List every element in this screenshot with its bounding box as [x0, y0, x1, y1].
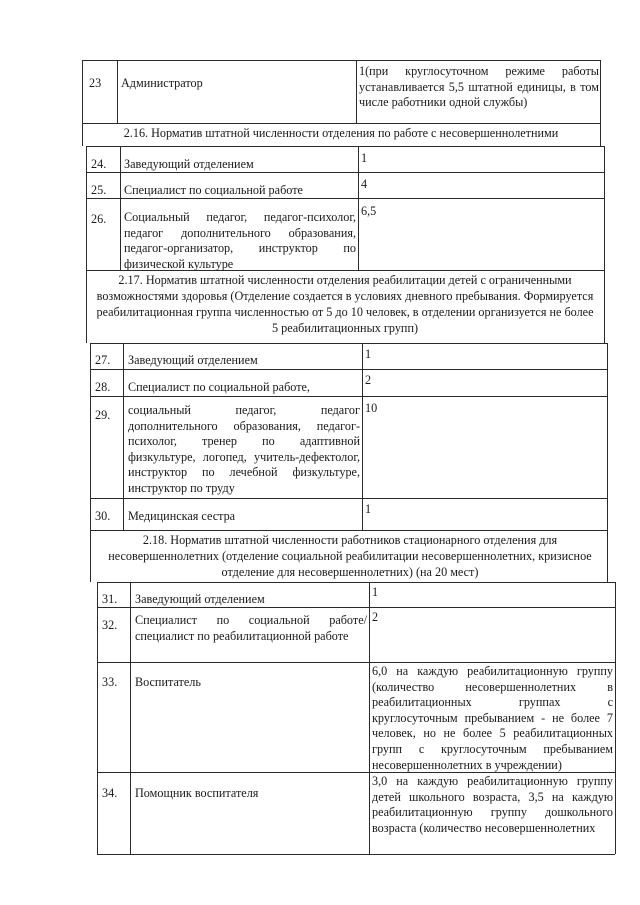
table-rule: [90, 343, 91, 530]
table-rule: [86, 172, 604, 173]
staff-norm: 4: [361, 177, 368, 191]
table-rule: [86, 270, 604, 271]
table-rule: [369, 582, 370, 854]
staff-norm: 6,5: [361, 204, 377, 218]
row-number: 25.: [91, 183, 107, 197]
staff-norm: 3,0 на каждую реабилитационную группу детей школьного возраста, 3,5 на каждую реабилитационную группу дошкольного возраста (количество несовершеннолетних: [372, 774, 613, 835]
staff-norm: 10: [365, 401, 378, 415]
table-rule: [86, 270, 87, 343]
row-number: 23: [89, 76, 102, 90]
section-title: 2.18. Норматив штатной численности работников стационарного отделения для несовершеннолетних (отделение социальной реабилитации несовершеннолетних, кризисное отделение для несовершеннолетних) (на 20 мест): [108, 533, 592, 579]
staff-norm: 1: [365, 502, 372, 516]
table-rule: [82, 123, 83, 146]
position-name: Специалист по социальной работе: [124, 183, 303, 197]
table-rule: [82, 60, 83, 123]
table-rule: [615, 582, 616, 854]
table-rule: [90, 343, 607, 344]
table-rule: [90, 530, 607, 531]
position-name: Специалист по социальной работе,: [128, 380, 310, 394]
position-name: Специалист по социальной работе/специалист по реабилитационной работе: [135, 613, 367, 643]
row-number: 28.: [95, 380, 111, 394]
table-rule: [90, 498, 607, 499]
row-number: 31.: [102, 592, 118, 606]
row-number: 27.: [95, 353, 111, 367]
row-number: 34.: [102, 786, 118, 800]
table-rule: [120, 146, 121, 270]
staff-norm: 1: [365, 347, 372, 361]
row-number: 32.: [102, 618, 118, 632]
position-name: Социальный педагог, педагог-психолог, педагог дополнительного образования, педагог-организатор, инструктор по физической культуре: [124, 210, 356, 271]
position-name: Заведующий отделением: [135, 592, 265, 606]
table-rule: [82, 60, 600, 61]
table-rule: [90, 530, 91, 582]
table-rule: [356, 60, 357, 123]
row-number: 30.: [95, 509, 111, 523]
position-name: Заведующий отделением: [128, 353, 258, 367]
table-rule: [130, 582, 131, 854]
staff-norm: 2: [372, 610, 379, 624]
position-name: Медицинская сестра: [128, 509, 236, 523]
table-rule: [97, 772, 615, 773]
table-rule: [90, 369, 607, 370]
table-rule: [90, 396, 607, 397]
table-rule: [97, 582, 98, 854]
table-rule: [607, 343, 608, 530]
position-name: Воспитатель: [135, 675, 201, 689]
staff-norm: 6,0 на каждую реабилитационную группу (количество несовершеннолетних в реабилитационных группах с круглосуточным пребыванием - не более 7 человек, но не более 5 реабилитационных групп с круглосуточным пребыванием несовершеннолетних в учреждении): [372, 664, 613, 772]
row-number: 33.: [102, 675, 118, 689]
table-rule: [97, 607, 615, 608]
table-rule: [600, 123, 601, 146]
table-rule: [607, 530, 608, 582]
position-name: Администратор: [121, 76, 203, 90]
table-rule: [604, 270, 605, 343]
table-rule: [86, 198, 604, 199]
table-rule: [604, 146, 605, 270]
row-number: 24.: [91, 157, 107, 171]
staff-norm: 1: [372, 585, 379, 599]
section-title: 2.17. Норматив штатной численности отделения реабилитации детей с ограниченными возможностями здоровья (Отделение создается в условиях дневного пребывания. Формируется реабилитационная группа численностью от 5 до 10 человек, в отделении организуется не более 5 реабилитационных групп): [96, 273, 594, 335]
table-rule: [117, 60, 118, 123]
table-rule: [600, 60, 601, 123]
table-rule: [97, 582, 615, 583]
position-name: Помощник воспитателя: [135, 786, 259, 800]
table-rule: [123, 343, 124, 530]
table-rule: [82, 123, 600, 124]
row-number: 26.: [91, 212, 107, 226]
position-name: Заведующий отделением: [124, 157, 254, 171]
table-rule: [86, 146, 604, 147]
table-rule: [86, 146, 87, 270]
table-rule: [362, 343, 363, 530]
table-rule: [97, 662, 615, 663]
position-name: социальный педагог, педагог дополнительного образования, педагог-психолог, тренер по адаптивной физкультуре, логопед, учитель-дефектолог, инструктор по лечебной физкультуре, инструктор по труду: [128, 403, 360, 495]
row-number: 29.: [95, 408, 111, 422]
staff-norm: 1(при круглосуточном режиме работы устанавливается 5,5 штатной единицы, в том числе работники одной службы): [359, 64, 599, 110]
staff-norm: 1: [361, 151, 368, 165]
table-rule: [358, 146, 359, 270]
staff-norm: 2: [365, 373, 372, 387]
table-rule: [97, 854, 615, 855]
section-title: 2.16. Норматив штатной численности отделения по работе с несовершеннолетними: [123, 126, 559, 140]
